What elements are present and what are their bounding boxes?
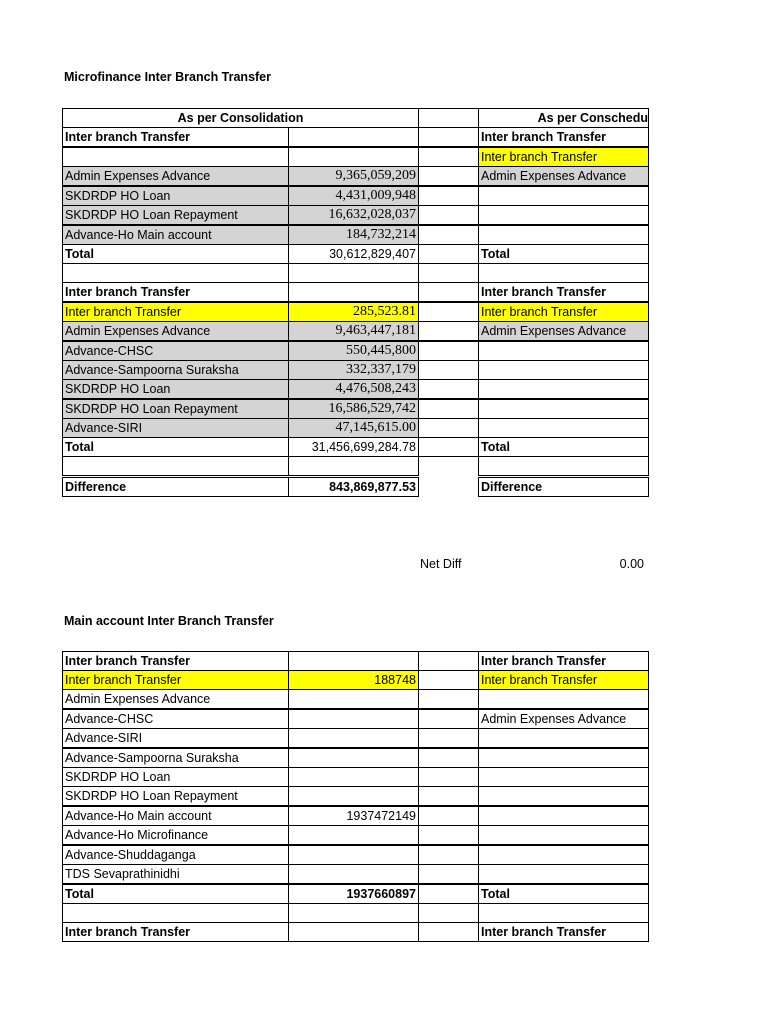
block1-right-header[interactable]: Inter branch Transfer bbox=[478, 127, 649, 147]
spreadsheet-cell[interactable] bbox=[418, 418, 479, 438]
spreadsheet-cell[interactable] bbox=[418, 689, 479, 709]
block2-row-label[interactable]: Advance-Sampoorna Suraksha bbox=[62, 360, 289, 380]
section-title-microfinance: Microfinance Inter Branch Transfer bbox=[64, 70, 272, 84]
section2-right-row[interactable]: Inter branch Transfer bbox=[478, 670, 649, 690]
spreadsheet-cell[interactable] bbox=[418, 651, 479, 671]
spreadsheet-cell[interactable] bbox=[478, 263, 649, 283]
spreadsheet-cell[interactable] bbox=[418, 108, 479, 128]
difference-label[interactable]: Difference bbox=[62, 477, 289, 497]
section2-right-row[interactable] bbox=[478, 845, 649, 865]
spreadsheet-cell[interactable] bbox=[418, 379, 479, 399]
block2-row-value[interactable]: 4,476,508,243 bbox=[288, 379, 419, 399]
block2-right-header[interactable]: Inter branch Transfer bbox=[478, 282, 649, 302]
section2-row-value[interactable] bbox=[288, 709, 419, 729]
section2-row-value[interactable] bbox=[288, 728, 419, 748]
section2-row-label[interactable]: Inter branch Transfer bbox=[62, 670, 289, 690]
block2-row-label[interactable]: Advance-SIRI bbox=[62, 418, 289, 438]
block2-total-label[interactable]: Total bbox=[62, 437, 289, 457]
header-as-per-conschedule[interactable]: As per Conschedu bbox=[478, 108, 649, 128]
spreadsheet-cell[interactable] bbox=[418, 244, 479, 264]
spreadsheet-cell[interactable] bbox=[418, 399, 479, 419]
section2-row-value[interactable] bbox=[288, 767, 419, 787]
section2-row-value[interactable] bbox=[288, 864, 419, 884]
spreadsheet-cell[interactable] bbox=[418, 166, 479, 186]
right-difference-label[interactable]: Difference bbox=[478, 477, 649, 497]
block2-row-value[interactable]: 285,523.81 bbox=[288, 302, 419, 322]
block2-row-label[interactable]: SKDRDP HO Loan bbox=[62, 379, 289, 399]
block1-total-value[interactable]: 30,612,829,407 bbox=[288, 244, 419, 264]
difference-value[interactable]: 843,869,877.53 bbox=[288, 477, 419, 497]
section2-row-label[interactable]: Advance-Sampoorna Suraksha bbox=[62, 748, 289, 768]
spreadsheet-cell[interactable] bbox=[418, 360, 479, 380]
section2-row-label[interactable]: SKDRDP HO Loan Repayment bbox=[62, 786, 289, 806]
block2-row-value[interactable]: 550,445,800 bbox=[288, 341, 419, 361]
spreadsheet-cell[interactable] bbox=[478, 903, 649, 923]
block2-row-label[interactable]: Inter branch Transfer bbox=[62, 302, 289, 322]
spreadsheet-cell[interactable] bbox=[418, 903, 479, 923]
section2-row-value[interactable] bbox=[288, 786, 419, 806]
section2-right-row[interactable] bbox=[478, 748, 649, 768]
spreadsheet-cell[interactable] bbox=[62, 456, 289, 476]
spreadsheet-cell[interactable] bbox=[62, 903, 289, 923]
section2-row-value[interactable] bbox=[288, 748, 419, 768]
block1-row-label[interactable]: SKDRDP HO Loan bbox=[62, 186, 289, 206]
block2-row-label[interactable]: SKDRDP HO Loan Repayment bbox=[62, 399, 289, 419]
spreadsheet-cell[interactable] bbox=[418, 825, 479, 845]
section2-row-value[interactable] bbox=[288, 825, 419, 845]
spreadsheet-cell[interactable] bbox=[288, 922, 419, 942]
spreadsheet-cell[interactable] bbox=[418, 845, 479, 865]
block2-right-row[interactable] bbox=[478, 418, 649, 438]
section2-row-label[interactable]: Advance-CHSC bbox=[62, 709, 289, 729]
spreadsheet-cell[interactable] bbox=[418, 767, 479, 787]
block2-right-row[interactable]: Admin Expenses Advance bbox=[478, 321, 649, 341]
block1-right-total[interactable]: Total bbox=[478, 244, 649, 264]
spreadsheet-cell[interactable] bbox=[418, 670, 479, 690]
section2-total-value[interactable]: 1937660897 bbox=[288, 884, 419, 904]
section2-row-value[interactable] bbox=[288, 845, 419, 865]
spreadsheet-cell[interactable] bbox=[418, 205, 479, 225]
spreadsheet-cell[interactable] bbox=[288, 456, 419, 476]
spreadsheet-cell[interactable] bbox=[478, 456, 649, 476]
section2-right-row[interactable] bbox=[478, 806, 649, 826]
section2-row-label[interactable]: Advance-Ho Microfinance bbox=[62, 825, 289, 845]
section-title-main-account: Main account Inter Branch Transfer bbox=[64, 614, 274, 628]
block2-header[interactable]: Inter branch Transfer bbox=[62, 282, 289, 302]
block1-right-row[interactable] bbox=[478, 225, 649, 245]
spreadsheet-cell[interactable] bbox=[418, 302, 479, 322]
block2-row-value[interactable]: 47,145,615.00 bbox=[288, 418, 419, 438]
net-diff-value[interactable]: 0.00 bbox=[619, 557, 644, 571]
spreadsheet-cell[interactable] bbox=[288, 263, 419, 283]
spreadsheet-cell[interactable] bbox=[418, 186, 479, 206]
section2-right-row[interactable] bbox=[478, 689, 649, 709]
spreadsheet-cell[interactable] bbox=[288, 651, 419, 671]
section2-row-value[interactable]: 1937472149 bbox=[288, 806, 419, 826]
block2-row-label[interactable]: Admin Expenses Advance bbox=[62, 321, 289, 341]
section2-right-total[interactable]: Total bbox=[478, 884, 649, 904]
section2-right-row[interactable] bbox=[478, 825, 649, 845]
section2-right-row[interactable] bbox=[478, 786, 649, 806]
section2-next-header[interactable]: Inter branch Transfer bbox=[62, 922, 289, 942]
spreadsheet-cell[interactable] bbox=[418, 282, 479, 302]
section2-row-label[interactable]: Advance-Shuddaganga bbox=[62, 845, 289, 865]
spreadsheet-cell[interactable] bbox=[418, 127, 479, 147]
section2-row-value[interactable]: 188748 bbox=[288, 670, 419, 690]
spreadsheet-cell[interactable] bbox=[418, 321, 479, 341]
section2-row-label[interactable]: SKDRDP HO Loan bbox=[62, 767, 289, 787]
block1-row-value[interactable]: 16,632,028,037 bbox=[288, 205, 419, 225]
spreadsheet-cell[interactable] bbox=[288, 282, 419, 302]
block1-total-label[interactable]: Total bbox=[62, 244, 289, 264]
block2-row-label[interactable]: Advance-CHSC bbox=[62, 341, 289, 361]
section2-row-label[interactable]: Advance-SIRI bbox=[62, 728, 289, 748]
block2-row-value[interactable]: 16,586,529,742 bbox=[288, 399, 419, 419]
block1-right-row[interactable] bbox=[478, 186, 649, 206]
net-diff-label[interactable]: Net Diff bbox=[420, 557, 462, 571]
spreadsheet-cell[interactable] bbox=[418, 786, 479, 806]
section2-right-row[interactable] bbox=[478, 728, 649, 748]
spreadsheet-cell[interactable] bbox=[288, 903, 419, 923]
section2-row-label[interactable]: Advance-Ho Main account bbox=[62, 806, 289, 826]
spreadsheet-cell[interactable] bbox=[288, 127, 419, 147]
block1-right-row[interactable]: Inter branch Transfer bbox=[478, 147, 649, 167]
section2-header[interactable]: Inter branch Transfer bbox=[62, 651, 289, 671]
block1-row-label[interactable]: SKDRDP HO Loan Repayment bbox=[62, 205, 289, 225]
block2-total-value[interactable]: 31,456,699,284.78 bbox=[288, 437, 419, 457]
block2-row-value[interactable]: 332,337,179 bbox=[288, 360, 419, 380]
section2-row-value[interactable] bbox=[288, 689, 419, 709]
block2-right-total[interactable]: Total bbox=[478, 437, 649, 457]
block1-row-label[interactable]: Advance-Ho Main account bbox=[62, 225, 289, 245]
block1-row-label[interactable]: Admin Expenses Advance bbox=[62, 166, 289, 186]
spreadsheet-cell[interactable] bbox=[418, 263, 479, 283]
block2-right-row[interactable] bbox=[478, 360, 649, 380]
spreadsheet-cell[interactable] bbox=[418, 728, 479, 748]
spreadsheet-cell[interactable] bbox=[418, 884, 479, 904]
section2-right-row[interactable] bbox=[478, 767, 649, 787]
block2-right-row[interactable]: Inter branch Transfer bbox=[478, 302, 649, 322]
section2-row-label[interactable]: Admin Expenses Advance bbox=[62, 689, 289, 709]
block1-row-value[interactable]: 4,431,009,948 bbox=[288, 186, 419, 206]
spreadsheet-cell[interactable] bbox=[418, 748, 479, 768]
section2-right-row[interactable] bbox=[478, 864, 649, 884]
block2-right-row[interactable] bbox=[478, 341, 649, 361]
spreadsheet-cell[interactable] bbox=[418, 147, 479, 167]
spreadsheet-cell[interactable] bbox=[418, 806, 479, 826]
block2-right-row[interactable] bbox=[478, 379, 649, 399]
block1-right-row[interactable]: Admin Expenses Advance bbox=[478, 166, 649, 186]
spreadsheet-cell[interactable] bbox=[418, 341, 479, 361]
block1-row-value[interactable] bbox=[288, 147, 419, 167]
header-as-per-consolidation[interactable]: As per Consolidation bbox=[62, 108, 419, 128]
block1-row-label[interactable] bbox=[62, 147, 289, 167]
section2-right-next-header[interactable]: Inter branch Transfer bbox=[478, 922, 649, 942]
section2-right-header[interactable]: Inter branch Transfer bbox=[478, 651, 649, 671]
spreadsheet-cell[interactable] bbox=[418, 225, 479, 245]
section2-right-row[interactable]: Admin Expenses Advance bbox=[478, 709, 649, 729]
spreadsheet-cell[interactable] bbox=[418, 922, 479, 942]
section2-row-label[interactable]: TDS Sevaprathinidhi bbox=[62, 864, 289, 884]
spreadsheet-cell[interactable] bbox=[418, 437, 479, 457]
block2-right-row[interactable] bbox=[478, 399, 649, 419]
block1-row-value[interactable]: 9,365,059,209 bbox=[288, 166, 419, 186]
block2-row-value[interactable]: 9,463,447,181 bbox=[288, 321, 419, 341]
section2-total-label[interactable]: Total bbox=[62, 884, 289, 904]
block1-right-row[interactable] bbox=[478, 205, 649, 225]
block1-row-value[interactable]: 184,732,214 bbox=[288, 225, 419, 245]
spreadsheet-cell[interactable] bbox=[418, 709, 479, 729]
block1-header[interactable]: Inter branch Transfer bbox=[62, 127, 289, 147]
spreadsheet-cell[interactable] bbox=[62, 263, 289, 283]
spreadsheet-cell[interactable] bbox=[418, 864, 479, 884]
